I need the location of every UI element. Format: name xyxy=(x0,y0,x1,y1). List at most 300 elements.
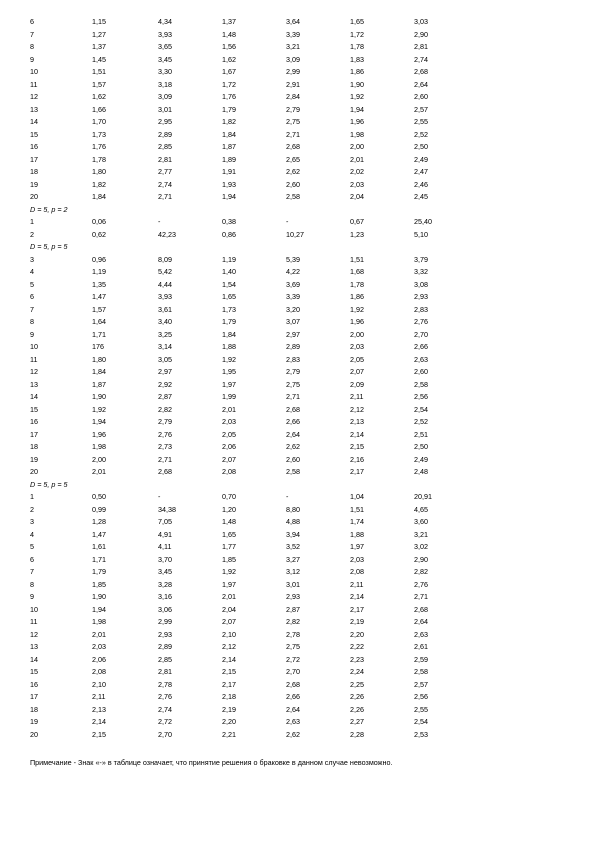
table-cell: 2,60 xyxy=(286,179,300,189)
row-index-cell: 13 xyxy=(30,379,38,389)
table-cell: 3,05 xyxy=(158,354,172,364)
table-cell: 2,61 xyxy=(414,642,428,651)
table-cell: 1,96 xyxy=(350,117,364,126)
table-cell: 1,87 xyxy=(222,142,236,151)
table-cell: 4,22 xyxy=(286,267,300,276)
table-cell: 3,40 xyxy=(158,317,172,326)
table-cell: 0,99 xyxy=(92,504,106,514)
table-cell: 2,06 xyxy=(222,442,236,451)
table-row xyxy=(30,554,570,567)
table-cell: 2,50 xyxy=(414,142,428,151)
table-cell: 3,01 xyxy=(286,579,300,589)
table-cell: 1,48 xyxy=(222,517,236,526)
row-index-cell: 18 xyxy=(30,704,38,714)
table-cell: 1,28 xyxy=(92,517,106,526)
table-row xyxy=(30,529,570,542)
table-cell: 1,94 xyxy=(92,604,106,614)
table-cell: 1,19 xyxy=(92,267,106,276)
table-cell: 2,68 xyxy=(286,404,300,414)
table-row xyxy=(30,541,570,554)
row-index-cell: 4 xyxy=(30,267,34,276)
table-cell: 2,13 xyxy=(350,417,364,426)
table-cell: 2,93 xyxy=(414,292,428,301)
table-cell: 2,79 xyxy=(286,367,300,376)
table-cell: 2,68 xyxy=(414,604,428,614)
table-cell: 2,01 xyxy=(92,467,106,476)
table-cell: 2,66 xyxy=(286,692,300,701)
row-index-cell: 11 xyxy=(30,79,38,89)
table-cell: 2,14 xyxy=(350,429,364,439)
table-row xyxy=(30,454,570,467)
table-cell: 4,34 xyxy=(158,17,172,26)
table-cell: 1,94 xyxy=(350,104,364,114)
table-cell: - xyxy=(286,217,289,226)
table-cell: 2,58 xyxy=(286,192,300,201)
table-cell: 3,06 xyxy=(158,604,172,614)
table-cell: 1,84 xyxy=(222,129,236,139)
table-cell: 3,32 xyxy=(414,267,428,276)
table-cell: 1,37 xyxy=(92,42,106,51)
table-cell: 1,76 xyxy=(222,92,236,101)
table-cell: 2,77 xyxy=(158,167,172,176)
table-cell: 3,27 xyxy=(286,554,300,564)
table-cell: 2,08 xyxy=(350,567,364,576)
table-cell: 3,60 xyxy=(414,517,428,526)
table-cell: 3,30 xyxy=(158,67,172,76)
table-cell: 2,49 xyxy=(414,154,428,164)
table-cell: 1,97 xyxy=(222,579,236,589)
table-cell: 1,99 xyxy=(222,392,236,401)
table-cell: 2,49 xyxy=(414,454,428,464)
table-cell: 2,74 xyxy=(158,179,172,189)
table-cell: 2,26 xyxy=(350,692,364,701)
table-cell: 1,78 xyxy=(350,42,364,51)
row-index-cell: 16 xyxy=(30,679,38,689)
table-cell: 2,09 xyxy=(350,379,364,389)
row-index-cell: 14 xyxy=(30,392,38,401)
row-index-cell: 19 xyxy=(30,454,38,464)
table-cell: 2,68 xyxy=(286,679,300,689)
table-cell: 2,71 xyxy=(158,454,172,464)
table-cell: 3,14 xyxy=(158,342,172,351)
table-cell: 1,79 xyxy=(222,317,236,326)
table-cell: 2,84 xyxy=(286,92,300,101)
table-cell: 3,20 xyxy=(286,304,300,314)
table-cell: 2,81 xyxy=(414,42,428,51)
row-index-cell: 10 xyxy=(30,342,38,351)
row-index-cell: 5 xyxy=(30,542,34,551)
table-cell: 2,87 xyxy=(286,604,300,614)
table-cell: 2,76 xyxy=(158,692,172,701)
table-cell: 3,65 xyxy=(158,42,172,51)
table-cell: 2,04 xyxy=(350,192,364,201)
table-cell: 2,75 xyxy=(286,117,300,126)
table-cell: 4,88 xyxy=(286,517,300,526)
table-cell: 3,08 xyxy=(414,279,428,289)
table-cell: 1,47 xyxy=(92,529,106,539)
table-cell: 2,76 xyxy=(158,429,172,439)
table-row xyxy=(30,266,570,279)
table-cell: 2,15 xyxy=(222,667,236,676)
table-cell: 2,81 xyxy=(158,667,172,676)
table-row xyxy=(30,154,570,167)
row-index-cell: 12 xyxy=(30,92,38,101)
row-index-cell: 19 xyxy=(30,717,38,726)
table-cell: 1,90 xyxy=(350,79,364,89)
table-cell: 1,73 xyxy=(222,304,236,314)
table-cell: 2,24 xyxy=(350,667,364,676)
table-cell: 2,01 xyxy=(350,154,364,164)
table-row xyxy=(30,54,570,67)
table-cell: 4,44 xyxy=(158,279,172,289)
table-cell: 2,12 xyxy=(222,642,236,651)
table-row xyxy=(30,429,570,442)
table-cell: 2,14 xyxy=(350,592,364,601)
table-cell: 2,72 xyxy=(158,717,172,726)
row-index-cell: 2 xyxy=(30,229,34,239)
table-cell: 1,86 xyxy=(350,292,364,301)
table-cell: 1,70 xyxy=(92,117,106,126)
table-cell: 2,54 xyxy=(414,404,428,414)
table-cell: 2,01 xyxy=(222,404,236,414)
table-cell: 2,22 xyxy=(350,642,364,651)
table-cell: 2,60 xyxy=(414,92,428,101)
row-index-cell: 8 xyxy=(30,317,34,326)
table-cell: 3,01 xyxy=(158,104,172,114)
table-cell: 1,77 xyxy=(222,542,236,551)
table-cell: 2,04 xyxy=(222,604,236,614)
table-cell: 2,82 xyxy=(286,617,300,626)
table-cell: 1,92 xyxy=(222,567,236,576)
table-cell: 2,08 xyxy=(92,667,106,676)
table-cell: 5,39 xyxy=(286,254,300,264)
row-index-cell: 9 xyxy=(30,329,34,339)
row-index-cell: 10 xyxy=(30,604,38,614)
table-cell: 2,90 xyxy=(414,29,428,39)
table-row xyxy=(30,29,570,42)
table-cell: 1,86 xyxy=(350,67,364,76)
row-index-cell: 18 xyxy=(30,442,38,451)
table-cell: 1,66 xyxy=(92,104,106,114)
table-row xyxy=(30,229,570,242)
table-cell: 2,81 xyxy=(158,154,172,164)
table-row xyxy=(30,616,570,629)
table-row xyxy=(30,116,570,129)
table-cell: 4,65 xyxy=(414,504,428,514)
table-cell: 1,80 xyxy=(92,354,106,364)
table-cell: 1,51 xyxy=(350,254,364,264)
table-cell: 2,97 xyxy=(286,329,300,339)
table-cell: 2,71 xyxy=(414,592,428,601)
table-cell: 2,79 xyxy=(286,104,300,114)
table-cell: 2,79 xyxy=(158,417,172,426)
table-cell: 1,78 xyxy=(350,279,364,289)
table-cell: 2,03 xyxy=(222,417,236,426)
row-index-cell: 6 xyxy=(30,554,34,564)
table-cell: 2,26 xyxy=(350,704,364,714)
table-cell: 2,87 xyxy=(158,392,172,401)
table-cell: 3,39 xyxy=(286,292,300,301)
row-index-cell: 13 xyxy=(30,642,38,651)
table-cell: 1,78 xyxy=(92,154,106,164)
table-cell: 1,27 xyxy=(92,29,106,39)
row-index-cell: 15 xyxy=(30,667,38,676)
table-cell: 2,17 xyxy=(350,467,364,476)
row-index-cell: 6 xyxy=(30,292,34,301)
table-cell: 1,97 xyxy=(222,379,236,389)
table-cell: 2,64 xyxy=(414,617,428,626)
table-cell: 2,17 xyxy=(222,679,236,689)
table-cell: - xyxy=(158,217,161,226)
row-index-cell: 17 xyxy=(30,692,38,701)
table-cell: 2,10 xyxy=(92,679,106,689)
row-index-cell: 15 xyxy=(30,404,38,414)
table-cell: 2,82 xyxy=(414,567,428,576)
row-index-cell: 16 xyxy=(30,142,38,151)
table-cell: 4,91 xyxy=(158,529,172,539)
table-cell: 2,18 xyxy=(222,692,236,701)
table-cell: 3,07 xyxy=(286,317,300,326)
table-cell: 1,91 xyxy=(222,167,236,176)
table-cell: 2,93 xyxy=(286,592,300,601)
table-cell: 1,92 xyxy=(350,92,364,101)
table-cell: 2,53 xyxy=(414,729,428,739)
table-cell: 2,97 xyxy=(158,367,172,376)
table-row xyxy=(30,691,570,704)
table-cell: 3,93 xyxy=(158,292,172,301)
table-cell: 0,86 xyxy=(222,229,236,239)
table-cell: 1,73 xyxy=(92,129,106,139)
section-header: D = 5, p = 5 xyxy=(30,479,68,489)
table-row xyxy=(30,379,570,392)
table-cell: 2,59 xyxy=(414,654,428,664)
table-cell: 3,93 xyxy=(158,29,172,39)
table-cell: 1,82 xyxy=(92,179,106,189)
table-cell: 2,74 xyxy=(158,704,172,714)
table-cell: 2,55 xyxy=(414,117,428,126)
table-cell: 2,19 xyxy=(350,617,364,626)
table-cell: 2,15 xyxy=(92,729,106,739)
table-cell: 1,72 xyxy=(350,29,364,39)
table-row xyxy=(30,179,570,192)
table-cell: 4,11 xyxy=(158,542,172,551)
table-cell: 1,74 xyxy=(350,517,364,526)
table-cell: 2,83 xyxy=(414,304,428,314)
table-cell: 2,70 xyxy=(286,667,300,676)
table-cell: 0,96 xyxy=(92,254,106,264)
row-index-cell: 11 xyxy=(30,354,38,364)
table-cell: 2,82 xyxy=(158,404,172,414)
table-cell: 1,57 xyxy=(92,79,106,89)
table-cell: 2,92 xyxy=(158,379,172,389)
table-row xyxy=(30,41,570,54)
table-cell: 2,78 xyxy=(158,679,172,689)
row-index-cell: 12 xyxy=(30,629,38,639)
table-cell: 2,64 xyxy=(286,704,300,714)
table-row xyxy=(30,329,570,342)
table-row xyxy=(30,279,570,292)
table-cell: 2,10 xyxy=(222,629,236,639)
table-cell: 2,60 xyxy=(286,454,300,464)
table-cell: 2,12 xyxy=(350,404,364,414)
table-cell: 1,61 xyxy=(92,542,106,551)
table-cell: 1,79 xyxy=(222,104,236,114)
table-cell: 1,40 xyxy=(222,267,236,276)
statistics-table xyxy=(30,16,570,741)
table-row xyxy=(30,566,570,579)
row-index-cell: 17 xyxy=(30,429,38,439)
table-cell: 3,45 xyxy=(158,567,172,576)
table-cell: 2,62 xyxy=(286,442,300,451)
table-cell: 1,96 xyxy=(92,429,106,439)
table-row xyxy=(30,166,570,179)
row-index-cell: 12 xyxy=(30,367,38,376)
table-cell: 1,48 xyxy=(222,29,236,39)
table-cell: 2,55 xyxy=(414,704,428,714)
row-index-cell: 15 xyxy=(30,129,38,139)
table-cell: 3,21 xyxy=(414,529,428,539)
table-cell: 2,91 xyxy=(286,79,300,89)
table-row xyxy=(30,729,570,742)
row-index-cell: 1 xyxy=(30,492,34,501)
table-cell: 2,48 xyxy=(414,467,428,476)
table-cell: 2,00 xyxy=(350,142,364,151)
row-index-cell: 2 xyxy=(30,504,34,514)
table-cell: 3,79 xyxy=(414,254,428,264)
table-row xyxy=(30,341,570,354)
row-index-cell: 7 xyxy=(30,567,34,576)
table-cell: 3,25 xyxy=(158,329,172,339)
table-row xyxy=(30,629,570,642)
table-cell: 2,46 xyxy=(414,179,428,189)
table-row xyxy=(30,191,570,204)
table-cell: 2,20 xyxy=(222,717,236,726)
table-cell: 2,57 xyxy=(414,104,428,114)
table-cell: 3,69 xyxy=(286,279,300,289)
table-cell: 2,07 xyxy=(222,617,236,626)
table-cell: 1,62 xyxy=(92,92,106,101)
table-cell: 2,90 xyxy=(414,554,428,564)
table-cell: 2,93 xyxy=(158,629,172,639)
table-cell: 1,88 xyxy=(350,529,364,539)
table-cell: 2,65 xyxy=(286,154,300,164)
table-row xyxy=(30,79,570,92)
table-cell: 1,23 xyxy=(350,229,364,239)
table-cell: 1,92 xyxy=(222,354,236,364)
table-cell: 3,64 xyxy=(286,17,300,26)
table-cell: 2,45 xyxy=(414,192,428,201)
table-cell: 2,52 xyxy=(414,417,428,426)
table-cell: 3,28 xyxy=(158,579,172,589)
table-cell: 2,11 xyxy=(350,579,364,589)
table-cell: 1,20 xyxy=(222,504,236,514)
table-cell: 2,89 xyxy=(158,642,172,651)
table-cell: 1,15 xyxy=(92,17,106,26)
table-row xyxy=(30,579,570,592)
table-cell: 1,85 xyxy=(222,554,236,564)
table-cell: 3,03 xyxy=(414,17,428,26)
table-cell: 2,01 xyxy=(222,592,236,601)
row-index-cell: 20 xyxy=(30,192,38,201)
table-cell: 2,85 xyxy=(158,654,172,664)
table-cell: 2,62 xyxy=(286,729,300,739)
table-row xyxy=(30,704,570,717)
table-cell: 1,84 xyxy=(222,329,236,339)
table-cell: 3,70 xyxy=(158,554,172,564)
row-index-cell: 4 xyxy=(30,529,34,539)
table-cell: 2,03 xyxy=(350,179,364,189)
table-cell: 1,79 xyxy=(92,567,106,576)
table-cell: 2,05 xyxy=(350,354,364,364)
table-cell: 2,89 xyxy=(158,129,172,139)
table-cell: 3,09 xyxy=(286,54,300,64)
table-cell: 1,98 xyxy=(350,129,364,139)
table-cell: 2,58 xyxy=(414,667,428,676)
table-row xyxy=(30,641,570,654)
row-index-cell: 8 xyxy=(30,579,34,589)
table-cell: 1,47 xyxy=(92,292,106,301)
table-cell: 2,28 xyxy=(350,729,364,739)
table-cell: 2,70 xyxy=(414,329,428,339)
table-row xyxy=(30,66,570,79)
table-cell: 2,16 xyxy=(350,454,364,464)
table-row xyxy=(30,716,570,729)
table-cell: 25,40 xyxy=(414,217,432,226)
table-cell: 1,56 xyxy=(222,42,236,51)
table-cell: 2,47 xyxy=(414,167,428,176)
table-cell: 2,83 xyxy=(286,354,300,364)
table-cell: 2,57 xyxy=(414,679,428,689)
table-cell: 1,93 xyxy=(222,179,236,189)
table-cell: 2,56 xyxy=(414,692,428,701)
table-cell: 8,09 xyxy=(158,254,172,264)
table-cell: 1,90 xyxy=(92,392,106,401)
row-index-cell: 1 xyxy=(30,217,34,226)
table-cell: 1,51 xyxy=(350,504,364,514)
table-row xyxy=(30,466,570,479)
table-cell: 3,94 xyxy=(286,529,300,539)
table-cell: 2,54 xyxy=(414,717,428,726)
table-cell: 0,67 xyxy=(350,217,364,226)
row-index-cell: 16 xyxy=(30,417,38,426)
table-cell: 2,19 xyxy=(222,704,236,714)
table-cell: 2,03 xyxy=(92,642,106,651)
section-header: D = 5, p = 5 xyxy=(30,242,68,251)
table-cell: 1,80 xyxy=(92,167,106,176)
row-index-cell: 8 xyxy=(30,42,34,51)
table-cell: 2,11 xyxy=(350,392,364,401)
row-index-cell: 5 xyxy=(30,279,34,289)
table-cell: 1,67 xyxy=(222,67,236,76)
row-index-cell: 19 xyxy=(30,179,38,189)
table-cell: 0,62 xyxy=(92,229,106,239)
table-cell: 1,82 xyxy=(222,117,236,126)
table-cell: 2,68 xyxy=(414,67,428,76)
table-cell: 2,68 xyxy=(158,467,172,476)
table-cell: 1,65 xyxy=(222,529,236,539)
table-cell: 1,54 xyxy=(222,279,236,289)
table-cell: 1,57 xyxy=(92,304,106,314)
table-note: Примечание - Знак «-» в таблице означает, что принятие решения о браковке в данном случае невозможно. xyxy=(30,758,393,767)
table-cell: 2,01 xyxy=(92,629,106,639)
table-cell: 2,60 xyxy=(414,367,428,376)
row-index-cell: 9 xyxy=(30,54,34,64)
table-row xyxy=(30,316,570,329)
table-cell: 1,96 xyxy=(350,317,364,326)
table-cell: 1,98 xyxy=(92,442,106,451)
table-cell: 2,17 xyxy=(350,604,364,614)
table-cell: 0,38 xyxy=(222,217,236,226)
